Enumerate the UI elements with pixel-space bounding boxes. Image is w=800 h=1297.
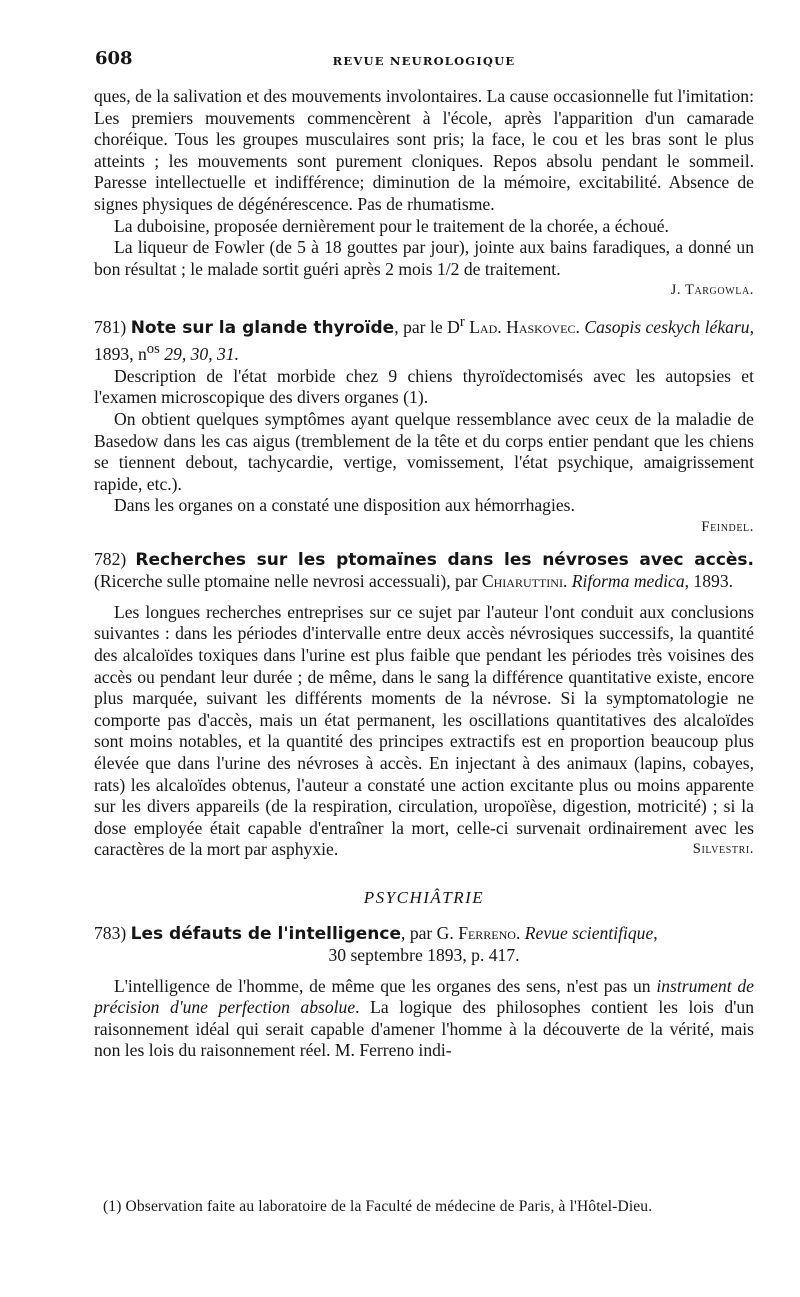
section-heading: PSYCHIÂTRIE [363,887,485,907]
entry-781-paragraph-1: Description de l'état morbide chez 9 chiens thyroïdectomisés avec les autopsies et l'examen microscopique des divers organes (1). [94,365,754,408]
page-number: 608 [95,48,133,69]
emphasis-text: instrument de précision d'une perfection absolue [94,975,754,1018]
entry-783 [94,923,754,1063]
page-body [94,86,754,1062]
entry-782-heading [94,549,754,593]
entry-details: , 1893. [684,571,734,592]
spacer [94,967,754,976]
intro-paragraph-3: La liqueur de Fowler (de 5 à 18 gouttes par jour), jointe aux bains faradiques, a donné un bon résultat ; le malade sortit guéri après 2 mois 1/2 de traitement. [94,237,754,279]
entry-issues: 29, 30, 31. [159,344,239,365]
entry-title: Recherches sur les ptomaïnes dans les névroses avec accès. [135,549,755,570]
entry-author: Chiaruttini. [481,571,568,592]
signature-silvestri: Silvestri. [692,841,754,858]
spacer [94,593,754,602]
entry-details: , 1893, n [94,316,754,365]
intro-paragraph-1: ques, de la salivation et des mouvements involontaires. La cause occasionnelle fut l'imitation: Les premiers mouvements commencèrent à l'école, après l'apparition d'un camarade choréique. Tous les groupes musculaires sont pris; la face, le cou et les bras sont le plus atteints ; les mouvements sont purement cloniques. Repos absolu pendant le sommeil. Paresse intellectuelle et indifférence; diminution de la mémoire, excitabilité. Absence de signes physiques de dégénérescence. Pas de rhumatisme. [94,86,754,214]
entry-781-paragraph-3: Dans les organes on a constaté une disposition aux hémorrhagies. [114,495,575,516]
entry-783-details: 30 septembre 1893, p. 417. [328,945,520,966]
footnote: (1) Observation faite au laboratoire de la Faculté de médecine de Paris, à l'Hôtel-Dieu. [103,1198,653,1215]
signature-targowla: J. Targowla. [670,282,754,299]
entry-783-paragraph-1: L'intelligence de l'homme, de même que les organes des sens, n'est pas un instrument de précision d'une perfection absolue. La logique des philosophes contient les lois d'un raisonnement idéal qui serait capable d'amener l'homme à la découverte de la vérité, mais non les lois du raisonnement réel. M. Ferreno indi- [94,975,754,1061]
signature-feindel: Feindel. [701,519,754,535]
dr-superscript: r [459,313,465,330]
entry-782-paragraph-1 [94,602,754,861]
entry-782-text: Les longues recherches entreprises sur ce sujet par l'auteur l'ont conduit aux conclusions suivantes : dans les périodes d'intervalle entre deux accès névrosiques successifs, la quantité des alcaloïdes toxiques dans l'urine est plus faible que pendant les périodes très voisines des accès ou pendant leur durée ; de même, dans le sang la différence quantitative existe, encore plus marquée, suivant les différents moments de la névrose. Si la symptomatologie ne comporte pas d'accès, mais un état permanent, les oscillations quantitatives des alcaloïdes sont moins notables, et la quantité des principes extractifs est en proportion beaucoup plus élevée que dans l'urine des névroses à accès. En injectant à des animaux (lapins, cobayes, rats) les alcaloïdes obtenus, l'auteur a constaté une action excitante plus ou moins apparente sur les divers appareils (de la respiration, circulation, uropoïèse, digestion, motricité) ; si la dose employée était capable d'entraîner la mort, celle-ci survenait ordinairement avec les caractères de la mort par asphyxie. [94,601,754,860]
entry-number: 782) [94,548,127,569]
entry-author: Lad. Haskovec. [469,316,580,337]
nos-superscript: os [146,341,160,358]
entry-781-paragraph-2: On obtient quelques symptômes ayant quelque ressemblance avec ceux de la maladie de Basedow dans les cas aigus (tremblement de la tête et du corps entier pendant que les chiens se tiennent debout, tachycardie, vertige, vomissement, l'état psychique, amaigrissement rapide, etc.). [94,409,754,494]
entry-source: Riforma medica [571,571,685,592]
entry-subtitle: (Ricerche sulle ptomaine nelle nevrosi accessuali), par [94,571,478,592]
entry-title: Note sur la glande thyroïde [130,317,395,338]
entry-781 [94,312,754,539]
journal-title: REVUE NEUROLOGIQUE [332,54,516,68]
intro-paragraph-2: La duboisine, proposée dernièrement pour le traitement de la chorée, a échoué. [114,215,669,236]
running-header [95,48,753,74]
entry-781-heading [94,312,754,366]
entry-source: Casopis ceskych lékaru [584,316,750,337]
entry-by: , par G. [401,922,454,943]
entry-number: 781) [94,316,127,337]
entry-by: , par le D [394,316,460,337]
entry-783-heading: 783) Les défauts de l'intelligence, par G. Ferreno. Revue scientifique, [94,922,658,944]
entry-title: Les défauts de l'intelligence [130,923,402,944]
entry-number: 783) [94,922,127,943]
entry-source: Revue scientifique [524,922,654,943]
entry-author: Ferreno. [458,922,521,943]
entry-782 [94,549,754,861]
